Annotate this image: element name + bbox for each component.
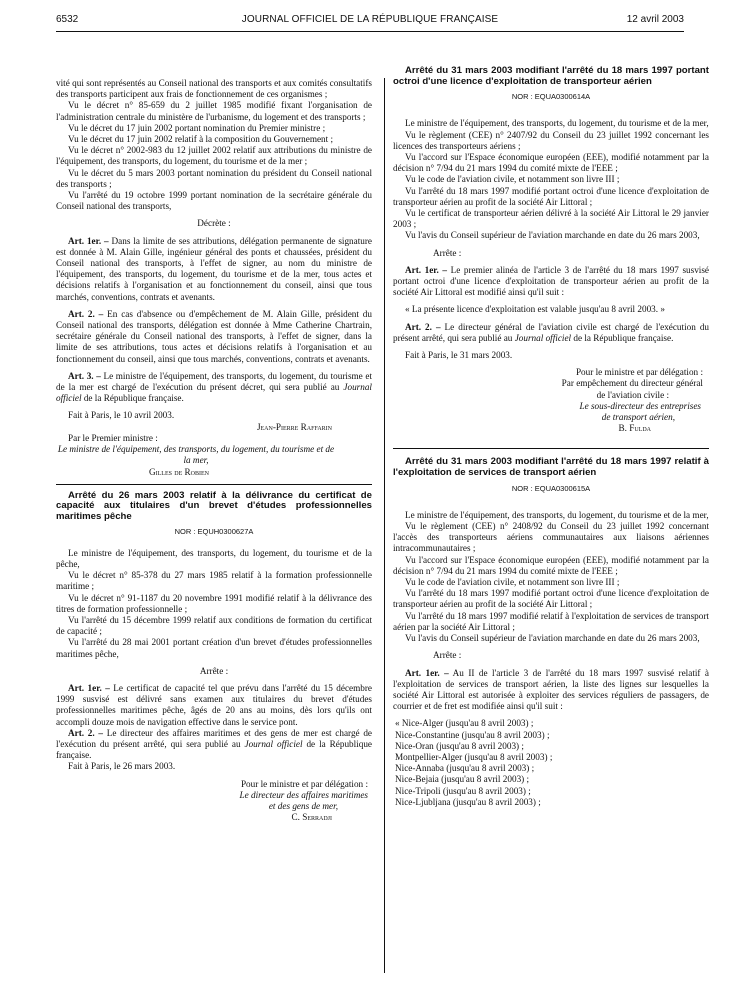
signatory: C. Serradji — [291, 812, 332, 823]
paragraph: Vu le décret n° 85-659 du 2 juillet 1985 modifié fixant l'organisation de l'administration centrale du ministère de l'urbanisme, du logement et des transports ; — [56, 100, 372, 122]
article-text: Le ministre de l'équipement, des transports, du logement, du tourisme et de la mer est chargé de l'exécution du présent décret, qui sera publié au — [56, 370, 372, 393]
quoted-text: « La présente licence d'exploitation est valable jusqu'au 8 avril 2003. » — [405, 304, 665, 315]
paragraph: Vu l'arrêté du 18 mars 1997 modifié portant octroi d'une licence d'exploitation de transporteur aérien au profit de la société Air Littoral ; — [393, 588, 709, 610]
left-column — [56, 78, 372, 823]
paragraph: Vu le code de l'aviation civile, et notamment son livre III ; — [405, 577, 620, 588]
paragraph: Vu le décret n° 91-1187 du 20 novembre 1991 modifié relatif à la délivrance des titres de formation professionnelle ; — [56, 592, 372, 614]
column-divider — [384, 78, 385, 973]
paragraph: Le ministre de l'équipement, des transports, du logement, du tourisme et de la mer, — [405, 118, 709, 129]
route-item: « Nice-Alger (jusqu'au 8 avril 2003) ; — [395, 718, 534, 729]
route-item: Nice-Bejaia (jusqu'au 8 avril 2003) ; — [395, 774, 530, 785]
page-number: 6532 — [56, 14, 79, 25]
paragraph: Vu l'accord sur l'Espace économique européen (EEE), modifié notamment par la décision n° 7/94 du 21 mars 1994 du comité mixte de l'EEE ; — [393, 554, 709, 576]
journal-officiel: Journal officiel — [244, 738, 303, 749]
route-item: Nice-Annaba (jusqu'au 8 avril 2003) ; — [395, 763, 535, 774]
paragraph: Vu le décret du 17 juin 2002 portant nomination du Premier ministre ; — [68, 122, 326, 133]
route-item: Nice-Ljubljana (jusqu'au 8 avril 2003) ; — [395, 796, 541, 807]
route-item: Nice-Constantine (jusqu'au 8 avril 2003) ; — [395, 729, 550, 740]
journal-officiel: Journal officiel — [56, 382, 372, 404]
paragraph: vité qui sont représentés au Conseil national des transports et aux comités consultatifs des transports participent aux frais de fonctionnement de ces organismes ; — [56, 78, 372, 100]
signatory: Jean-Pierre Raffarin — [256, 421, 332, 432]
signature-intro: Par le Premier ministre : — [68, 432, 158, 443]
issue-date: 12 avril 2003 — [626, 14, 684, 25]
signatory-title: Par empêchement du directeur général — [561, 378, 703, 389]
article-label: Art. 3. – — [68, 370, 101, 381]
nor-reference: NOR : EQUH0300627A — [174, 527, 254, 537]
article-text: Dans la limite de ses attributions, délégation permanente de signature est donnée à M. Alain Gille, ingénieur général des ponts et chaussées, président du Conseil national des transports, à l'effet de signer, au nom du ministre de l'équipement, des transports, du logement, du tourisme et de la mer, tous actes et décisions relatifs à l'organisation et au fonctionnement du conseil, ainsi que tous marchés, conventions, contrats et avenants. — [56, 235, 372, 302]
journal-title: JOURNAL OFFICIEL DE LA RÉPUBLIQUE FRANÇAISE — [241, 14, 499, 25]
decree-title: Arrêté du 31 mars 2003 modifiant l'arrêté du 18 mars 1997 relatif à l'exploitation de services de transport aérien — [393, 456, 709, 479]
article-1 — [56, 236, 372, 303]
article-1 — [56, 683, 372, 728]
signature-date: Fait à Paris, le 26 mars 2003. — [68, 761, 176, 772]
paragraph: Vu le décret n° 2002-983 du 12 juillet 2002 relatif aux attributions du ministre de l'équipement, des transports, du logement, du tourisme et de la mer ; — [56, 145, 372, 167]
paragraph: Vu le décret du 5 mars 2003 portant nomination du président du Conseil national des transports ; — [56, 167, 372, 189]
article-1 — [393, 668, 709, 713]
route-item: Nice-Tripoli (jusqu'au 8 avril 2003) ; — [395, 785, 531, 796]
article-text: Le certificat de capacité tel que prévu dans l'arrêté du 15 décembre 1999 susvisé est délivré sans examen aux titulaires du brevet d'études professionnelles maritimes pêche, âgés de 20 ans au moins, dès lors qu'ils ont accompli douze mois de navigation effective dans le service pont. — [56, 682, 372, 727]
paragraph: Le ministre de l'équipement, des transports, du logement, du tourisme et de la pêche, — [56, 547, 372, 569]
article-text: Le premier alinéa de l'article 3 de l'arrêté du 18 mars 1997 susvisé portant octroi d'une licence d'exploitation de transporteur aérien au profit de la société Air Littoral est modifié ainsi qu'il suit : — [393, 264, 709, 298]
article-2 — [56, 728, 372, 762]
paragraph: Vu l'accord sur l'Espace économique européen (EEE), modifié notamment par la décision n° 7/94 du 21 mars 1994 du comité mixte de l'EEE ; — [393, 152, 709, 174]
article-text: de la République française. — [81, 393, 184, 404]
paragraph: Vu le certificat de transporteur aérien délivré à la société Air Littoral le 29 janvier 2003 ; — [393, 208, 709, 230]
signature-intro: Pour le ministre et par délégation : — [575, 367, 703, 378]
article-text: de la République française. — [571, 332, 674, 343]
paragraph: Vu le règlement (CEE) n° 2408/92 du Conseil du 23 juillet 1992 concernant l'accès des transporteurs aériens communautaires aux liaisons aériennes intracommunautaires ; — [393, 521, 709, 554]
decree-formula: Décrète : — [197, 218, 231, 229]
paragraph: Vu le code de l'aviation civile, et notamment son livre III ; — [405, 174, 620, 185]
article-label: Art. 2. – — [405, 321, 441, 332]
decree-formula: Arrête : — [199, 665, 229, 676]
article-label: Art. 1er. – — [68, 682, 110, 693]
article-2 — [56, 309, 372, 365]
section-separator — [393, 448, 709, 449]
page-header — [56, 14, 684, 30]
signature-date: Fait à Paris, le 10 avril 2003. — [68, 410, 175, 421]
paragraph: Vu l'arrêté du 18 mars 1997 modifié portant octroi d'une licence d'exploitation de transporteur aérien au profit de la société Air Littoral ; — [393, 185, 709, 207]
paragraph: Vu l'avis du Conseil supérieur de l'aviation marchande en date du 26 mars 2003, — [405, 230, 700, 241]
route-item: Montpellier-Alger (jusqu'au 8 avril 2003) ; — [395, 751, 553, 762]
signature-date: Fait à Paris, le 31 mars 2003. — [405, 350, 513, 361]
right-column — [393, 66, 709, 808]
article-2 — [393, 322, 709, 344]
paragraph: Vu le règlement (CEE) n° 2407/92 du Conseil du 23 juillet 1992 concernant les licences des transporteurs aériens ; — [393, 129, 709, 151]
paragraph: Vu l'arrêté du 19 octobre 1999 portant nomination de la secrétaire générale du Conseil national des transports, — [56, 190, 372, 212]
decree-formula: Arrête : — [433, 247, 462, 258]
article-1 — [393, 265, 709, 299]
paragraph: Le ministre de l'équipement, des transports, du logement, du tourisme et de la mer, — [405, 509, 709, 520]
article-label: Art. 1er. – — [405, 264, 448, 275]
route-item: Nice-Oran (jusqu'au 8 avril 2003) ; — [395, 740, 524, 751]
signature-intro: Pour le ministre et par délégation : — [240, 778, 368, 789]
signatory-title: de transport aérien, — [601, 412, 675, 423]
header-rule — [56, 31, 684, 32]
signatory-title: Le directeur des affaires maritimes — [239, 789, 368, 800]
decree-title: Arrêté du 26 mars 2003 relatif à la délivrance du certificat de capacité aux titulaires d'un brevet d'études professionnelles maritimes pêche — [56, 489, 372, 522]
paragraph: Vu le décret n° 85-378 du 27 mars 1985 relatif à la formation professionnelle maritime ; — [56, 570, 372, 592]
article-text: de la République française. — [56, 738, 372, 761]
article-text: En cas d'absence ou d'empêchement de M. Alain Gille, président du Conseil national des transports, délégation est donnée à Mme Catherine Chartrain, secrétaire générale du Conseil national des transports, à l'effet de signer, dans la limite de ses attributions, tous actes et décisions relatifs à l'organisation et au fonctionnement du conseil, ainsi que tous marchés, conventions, contrats et avenants. — [56, 308, 372, 364]
section-separator — [56, 484, 372, 485]
paragraph: Vu l'arrêté du 28 mai 2001 portant création d'un brevet d'études professionnelles maritimes pêche, — [56, 637, 372, 659]
signatory-title: et des gens de mer, — [268, 800, 338, 811]
signatory: B. Fulda — [618, 423, 651, 434]
decree-formula: Arrête : — [433, 650, 462, 661]
paragraph: Vu l'arrêté du 18 mars 1997 modifié relatif à l'exploitation de services de transport aérien par la société Air Littoral ; — [393, 610, 709, 632]
paragraph: Vu le décret du 17 juin 2002 relatif à la composition du Gouvernement ; — [68, 134, 334, 145]
signatory-title: Le sous-directeur des entreprises — [579, 400, 701, 411]
journal-officiel: Journal officiel — [514, 332, 572, 343]
nor-reference: NOR : EQUA0300614A — [511, 92, 591, 102]
decree-title: Arrêté du 31 mars 2003 modifiant l'arrêté du 18 mars 1997 portant octroi d'une licence d'exploitation de transporteur aérien — [393, 65, 709, 87]
article-label: Art. 2. – — [68, 308, 104, 319]
article-label: Art. 1er. – — [405, 667, 449, 678]
signatory: Gilles de Robien — [148, 466, 210, 477]
article-3 — [56, 371, 372, 405]
minister-title: Le ministre de l'équipement, des transports, du logement, du tourisme et de la mer, — [57, 444, 335, 466]
article-text: Le directeur des affaires maritimes et des gens de mer est chargé de l'exécution du présent arrêté, qui sera publié au — [56, 727, 373, 749]
paragraph: Vu l'avis du Conseil supérieur de l'aviation marchande en date du 26 mars 2003, — [405, 633, 700, 644]
article-label: Art. 1er. – — [68, 235, 109, 246]
paragraph: Vu l'arrêté du 15 décembre 1999 relatif aux conditions de formation du certificat de capacité ; — [56, 614, 372, 637]
article-label: Art. 2. – — [68, 727, 104, 738]
article-text: Au II de l'article 3 de l'arrêté du 18 mars 1997 susvisé relatif à l'exploitation de services de transport aérien, la liste des lignes sur lesquelles la société Air Littoral est autorisée à exploiter des services réguliers de passagers, de courrier et de fret est modifiée ainsi qu'il suit : — [393, 667, 709, 712]
article-text: Le directeur général de l'aviation civile est chargé de l'exécution du présent arrêté, qui sera publié au — [393, 321, 710, 343]
signatory-title: de l'aviation civile : — [596, 389, 669, 400]
nor-reference: NOR : EQUA0300615A — [511, 483, 591, 493]
